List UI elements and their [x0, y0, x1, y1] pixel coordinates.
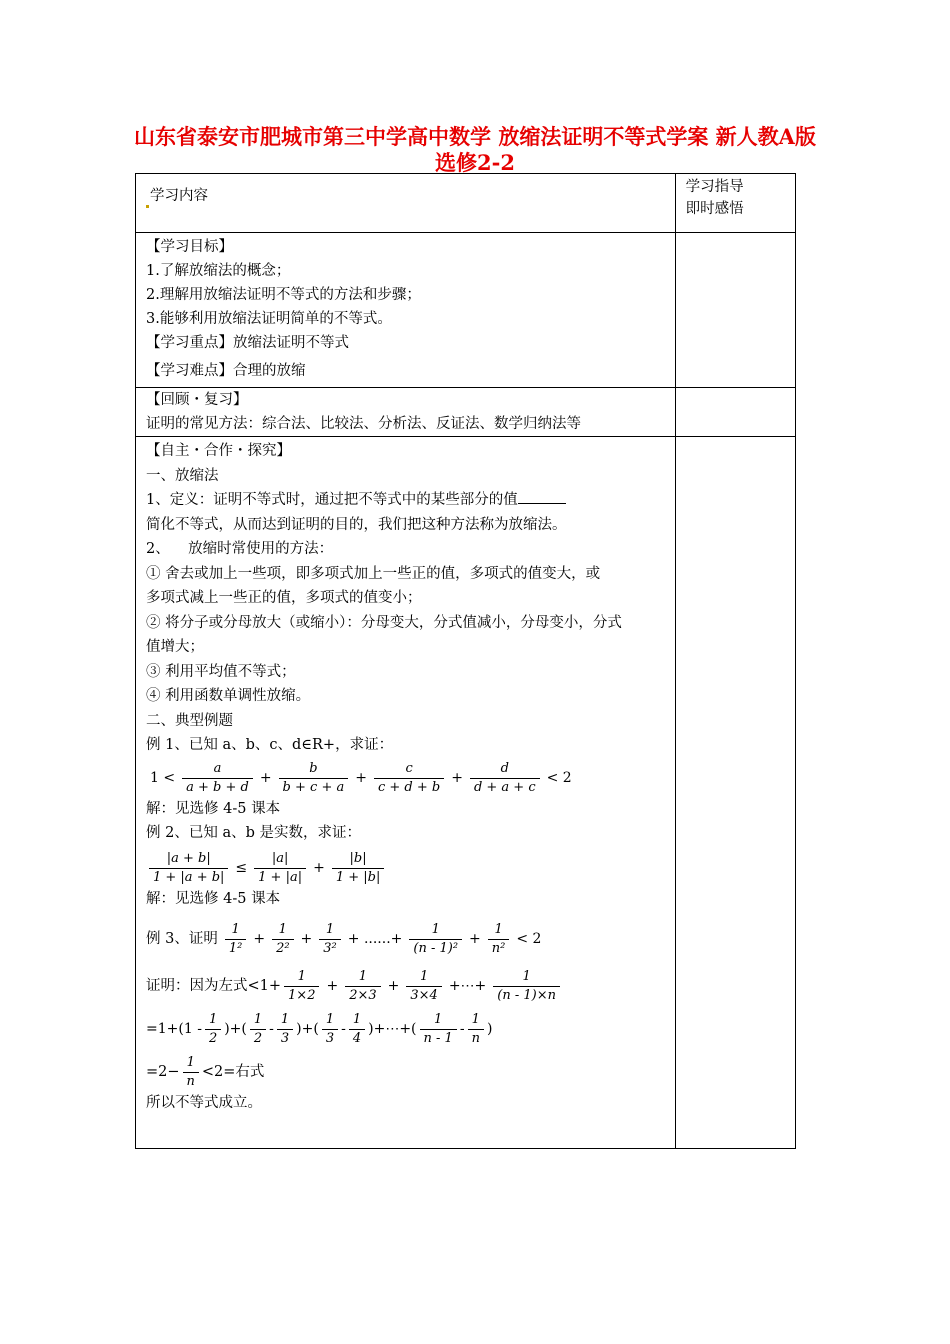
example-2-formula: $\frac{|a + b|}{1 + |a + b|}$ ≤ $\frac{|a|}{1 + |a|}$ + $\frac{|b|}{1 + |b|}$ — [146, 850, 387, 887]
method-item: ① 舍去或加上一些项，即多项式加上一些正的值，多项式的值变大，或 — [146, 565, 601, 582]
fraction: $\frac{1}{3}$ — [277, 1011, 293, 1048]
method-item: ④ 利用函数单调性放缩。 — [146, 688, 311, 704]
goal-item: 3.能够利用放缩法证明简单的不等式。 — [146, 311, 392, 327]
study-table — [135, 173, 796, 1149]
explore-heading: 【自主・合作・探究】 — [146, 443, 291, 459]
proof-conclusion: 所以不等式成立。 — [146, 1095, 262, 1111]
fraction: $\frac{1}{4}$ — [349, 1011, 365, 1048]
header-right-label-2: 即时感悟 — [685, 201, 744, 217]
fraction: $\frac{1}{n}$ — [183, 1054, 199, 1091]
section-title: 二、典型例题 — [146, 712, 233, 729]
method-item: 多项式减上一些正的值，多项式的值变小； — [146, 590, 422, 606]
example-3-statement: 例 3、证明 $\frac{1}{\text{1²}}$ + $\frac{1}{\text{2²}}$ + $\frac{1}{\text{3²}}$ + ......+ $\frac{1}{\text{(n - 1)²}}$ + $\frac{1}{\text{n²}}$ < 2 — [146, 922, 542, 956]
fraction: $\frac{|a + b|}{1 + |a + b|}$ — [149, 850, 228, 887]
mark-icon — [146, 205, 149, 208]
fraction: $\frac{1}{\text{3²}}$ — [319, 921, 340, 958]
header-right-label-1: 学习指导 — [685, 179, 744, 195]
review-text: 证明的常见方法：综合法、比较法、分析法、反证法、数学归纳法等 — [146, 416, 581, 432]
fraction: $\frac{c}{c + d + b}$ — [374, 760, 444, 797]
fraction: $\frac{1}{\text{n²}}$ — [488, 921, 510, 958]
section-title: 一、放缩法 — [146, 467, 219, 484]
proof-line-3: =2− $\frac{1}{n}$ <2=右式 — [146, 1055, 265, 1089]
proof-line-1: 证明：因为左式<1+ $\frac{1}{1\times 2}$ + $\frac{1}{2\times 3}$ + $\frac{1}{3\times 4}$ +⋯+ $\frac{1}{(n - 1)\times n}$ — [146, 968, 563, 1005]
fraction: $\frac{1}{\text{1²}}$ — [225, 921, 246, 958]
fraction: $\frac{1}{3}$ — [322, 1011, 338, 1048]
goals-row — [136, 233, 796, 388]
methods-title: 2、 放缩时常使用的方法： — [146, 541, 334, 557]
review-heading: 【回顾・复习】 — [146, 392, 248, 408]
fraction: $\frac{1}{3\times 4}$ — [406, 968, 441, 1005]
fraction: $\frac{1}{\text{2²}}$ — [272, 921, 293, 958]
fraction: $\frac{1}{2}$ — [250, 1011, 266, 1048]
fraction: $\frac{d}{d + a + c}$ — [470, 760, 540, 797]
fraction: $\frac{|b|}{1 + |b|}$ — [332, 850, 385, 887]
fraction: $\frac{|a|}{1 + |a|}$ — [254, 850, 306, 887]
example-2-statement: 例 2、已知 a、b 是实数，求证： — [146, 825, 361, 841]
proof-line-2: =1+ (1 - $\frac{1}{2}$ )+( $\frac{1}{2}$ - $\frac{1}{3}$ )+( $\frac{1}{3}$ - $\frac{1}{4}$ )+⋯+( $\frac{1}{n - 1}$ - $\frac{1}{n}$ ) — [146, 1012, 493, 1046]
fraction: $\frac{b}{b + c + a}$ — [279, 760, 349, 797]
goals-key-point: 【学习重点】放缩法证明不等式 — [146, 335, 349, 351]
example-1-formula: 1 < $\frac{a}{a + b + d}$ + $\frac{b}{b + c + a}$ + $\frac{c}{c + d + b}$ + $\frac{d}{d + a + c}$ < 2 — [150, 760, 572, 795]
header-left-label: 学习内容 — [150, 188, 208, 204]
goal-item: 2.理解用放缩法证明不等式的方法和步骤； — [146, 287, 421, 303]
review-row — [136, 388, 796, 437]
goals-heading: 【学习目标】 — [146, 239, 233, 255]
goals-difficulty: 【学习难点】合理的放缩 — [146, 363, 306, 379]
example-2-solution: 解：见选修 4-5 课本 — [146, 890, 281, 907]
fill-blank — [518, 489, 566, 504]
definition-line: 1、定义：证明不等式时，通过把不等式中的某些部分的值 — [146, 488, 667, 513]
method-item: ② 将分子或分母放大（或缩小）：分母变大，分式值减小，分母变小，分式 — [146, 614, 622, 631]
fraction: $\frac{1}{(n - 1)\times n}$ — [493, 968, 560, 1005]
example-1-solution: 解：见选修 4-5 课本 — [146, 800, 281, 817]
fraction: $\frac{1}{1\times 2}$ — [284, 968, 319, 1005]
fraction: $\frac{1}{\text{(n - 1)²}}$ — [409, 921, 462, 958]
document-title: 山东省泰安市肥城市第三中学高中数学 放缩法证明不等式学案 新人教A版选修2-2 — [134, 124, 816, 175]
fraction: $\frac{1}{2}$ — [205, 1011, 221, 1048]
definition-line: 简化不等式，从而达到证明的目的，我们把这种方法称为放缩法。 — [146, 516, 567, 533]
fraction: $\frac{1}{n}$ — [468, 1011, 484, 1048]
method-item: ③ 利用平均值不等式； — [146, 663, 296, 680]
fraction: $\frac{1}{n - 1}$ — [420, 1011, 457, 1048]
header-row — [136, 174, 796, 233]
fraction: $\frac{a}{a + b + d}$ — [182, 760, 253, 797]
explore-row — [136, 437, 796, 1149]
fraction: $\frac{1}{2\times 3}$ — [345, 968, 380, 1005]
example-1-statement: 例 1、已知 a、b、c、d∈R+，求证： — [146, 737, 394, 753]
method-item: 值增大； — [146, 639, 204, 655]
goal-item: 1.了解放缩法的概念； — [146, 263, 291, 279]
